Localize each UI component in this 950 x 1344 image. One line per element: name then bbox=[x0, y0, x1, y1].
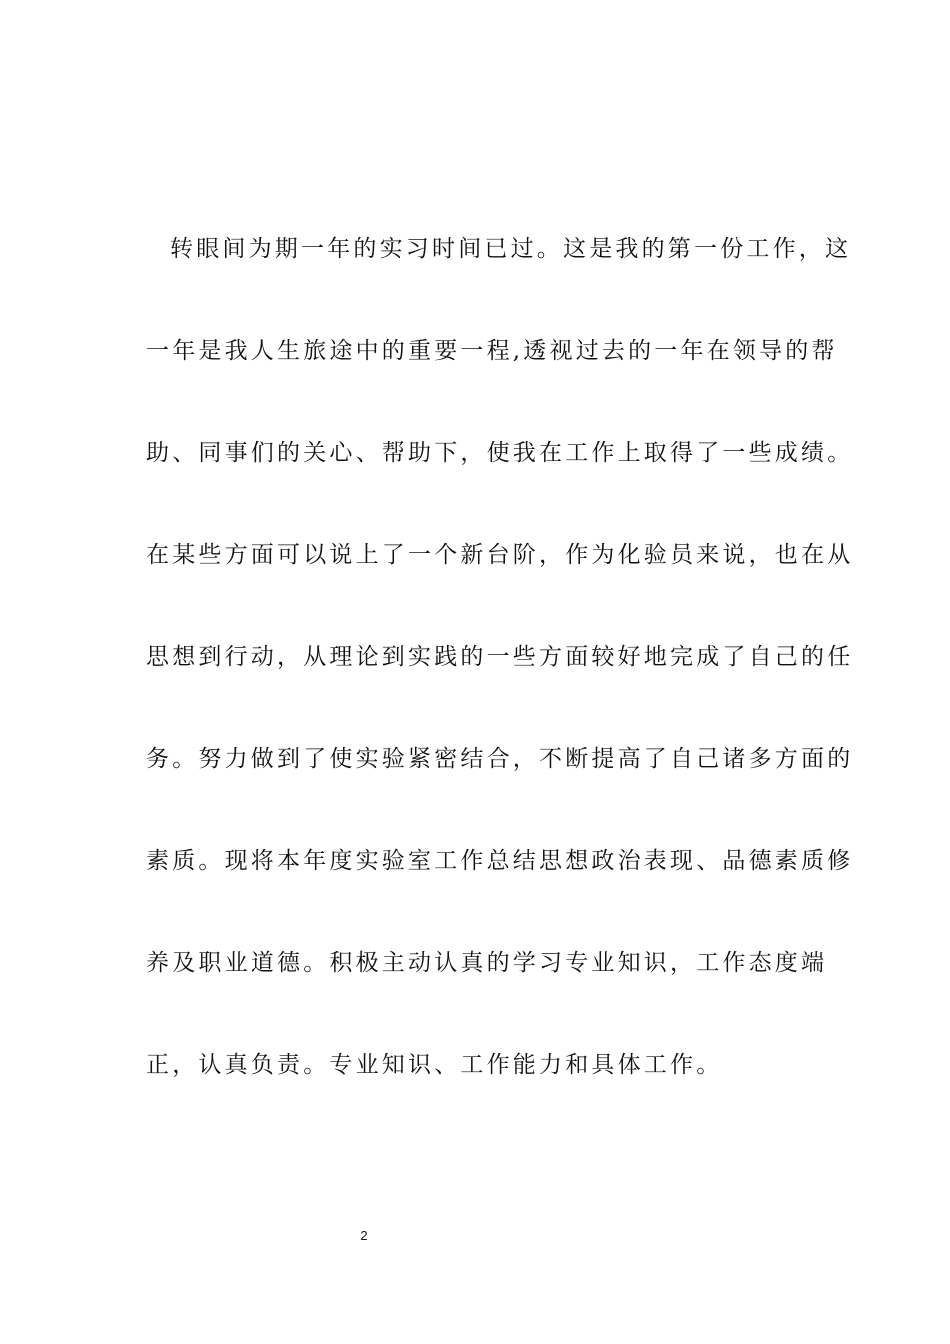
paragraph-line: 一年是我人生旅途中的重要一程,透视过去的一年在领导的帮 bbox=[146, 338, 838, 364]
paragraph-line: 务。努力做到了使实验紧密结合，不断提高了自己诸多方面的 bbox=[146, 746, 854, 772]
page-number: 2 bbox=[360, 1228, 368, 1243]
paragraph-line: 素质。现将本年度实验室工作总结思想政治表现、品德素质修 bbox=[146, 848, 854, 874]
paragraph-line: 思想到行动，从理论到实践的一些方面较好地完成了自己的任 bbox=[146, 644, 854, 670]
paragraph-line: 助、同事们的关心、帮助下，使我在工作上取得了一些成绩。 bbox=[146, 440, 854, 466]
paragraph-line: 在某些方面可以说上了一个新台阶，作为化验员来说，也在从 bbox=[146, 542, 854, 568]
paragraph-line: 正，认真负责。专业知识、工作能力和具体工作。 bbox=[146, 1052, 723, 1078]
paragraph-line: 养及职业道德。积极主动认真的学习专业知识，工作态度端 bbox=[146, 950, 828, 976]
body-paragraph bbox=[146, 226, 854, 1144]
paragraph-line: 转眼间为期一年的实习时间已过。这是我的第一份工作，这 bbox=[170, 236, 852, 262]
